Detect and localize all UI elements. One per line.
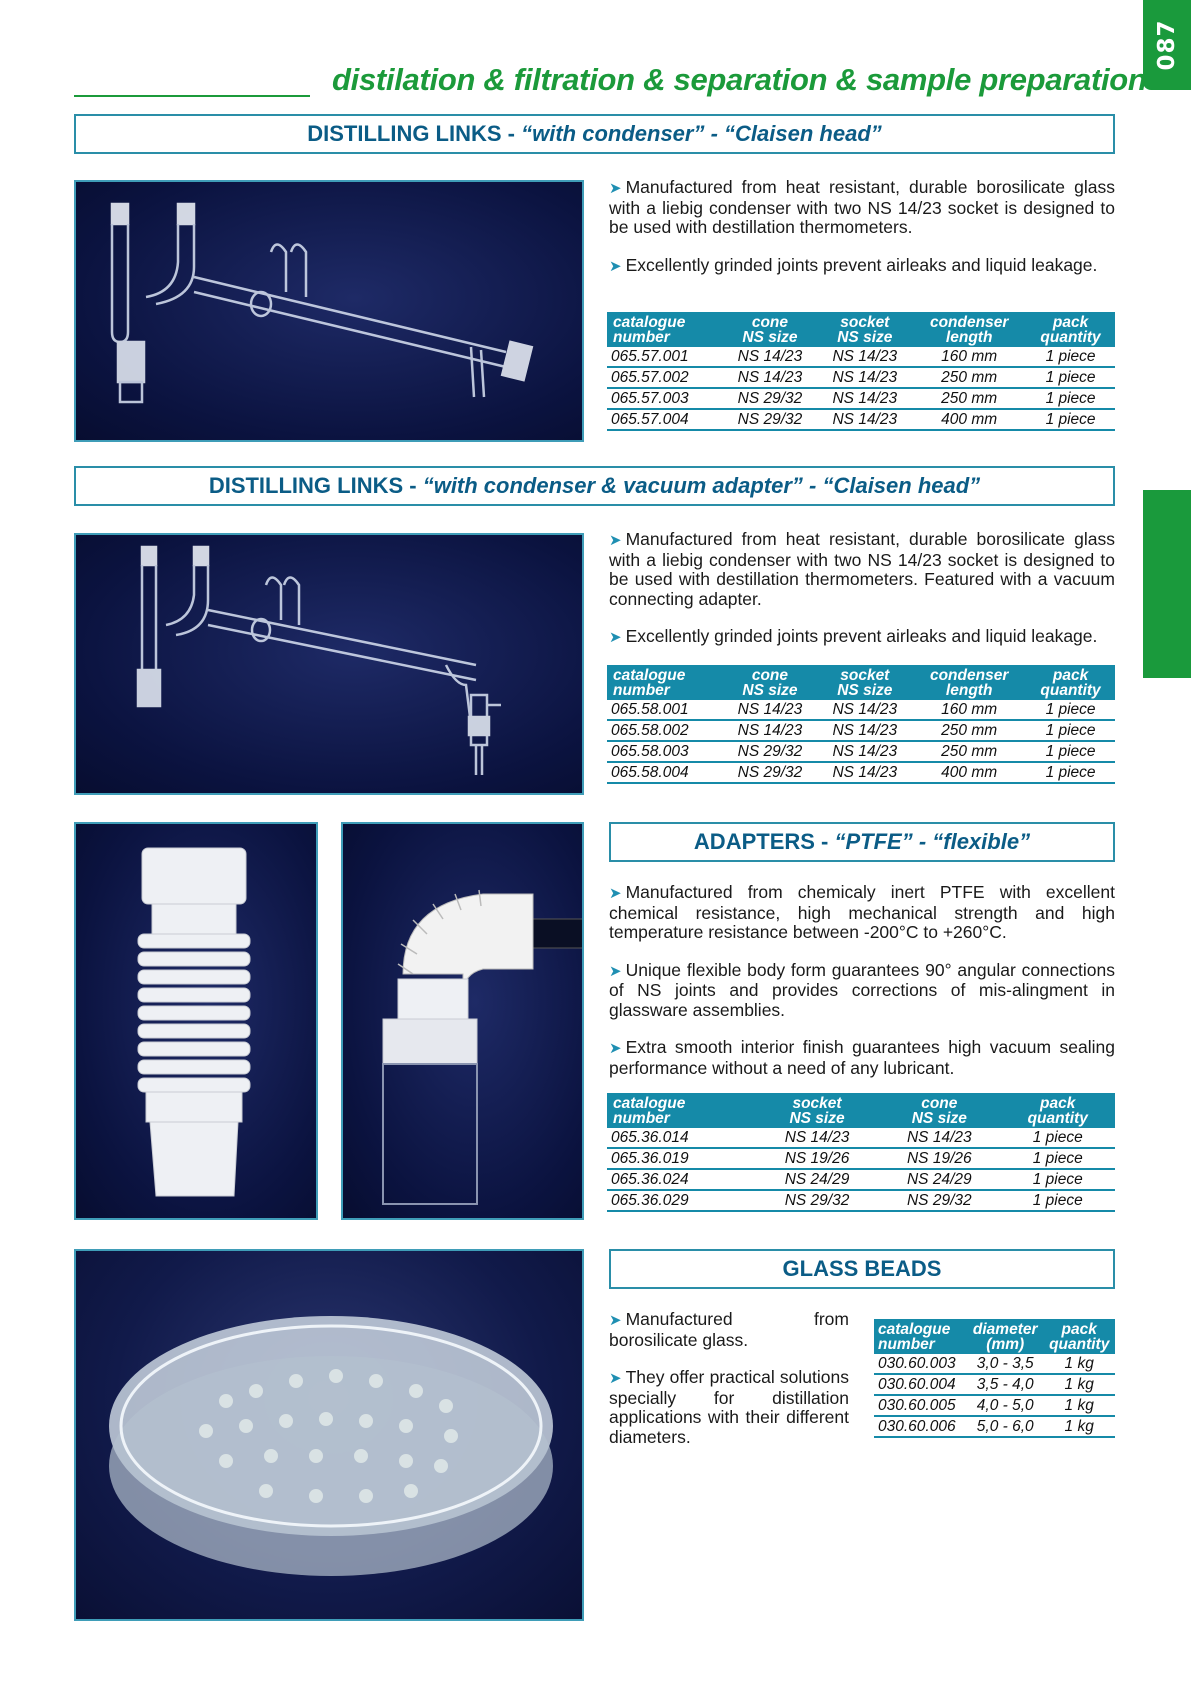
bullet-item: ➤ Extra smooth interior finish guarantees high vacuum sealing performance without a need of any lubricant. xyxy=(609,1037,1115,1078)
chevron-right-icon: ➤ xyxy=(609,1040,622,1057)
chevron-right-icon: ➤ xyxy=(609,962,622,980)
ptfe-adapter-bent-illustration xyxy=(343,824,584,1220)
page-number: 087 xyxy=(1154,19,1180,71)
table-row: 065.36.024 NS 24/29 NS 24/29 1 piece xyxy=(607,1169,1115,1190)
table-row: 065.58.004 NS 29/32 NS 14/23 400 mm 1 piece xyxy=(607,762,1115,783)
table-row: 030.60.003 3,0 - 3,5 1 kg xyxy=(874,1354,1115,1374)
description-glass-beads xyxy=(609,1310,849,1465)
table-row: 065.57.003 NS 29/32 NS 14/23 250 mm 1 piece xyxy=(607,388,1115,409)
table-row: 065.58.001 NS 14/23 NS 14/23 160 mm 1 piece xyxy=(607,700,1115,720)
table-row: 030.60.006 5,0 - 6,0 1 kg xyxy=(874,1416,1115,1437)
claisen-vacuum-illustration xyxy=(76,535,584,795)
product-photo-ptfe-adapter-bent xyxy=(341,822,584,1220)
description-claisen-condenser xyxy=(609,178,1115,294)
product-photo-glass-beads xyxy=(74,1249,584,1621)
header-rule xyxy=(74,95,310,97)
chapter-marker-bar xyxy=(1143,490,1191,678)
table-row: 065.57.004 NS 29/32 NS 14/23 400 mm 1 piece xyxy=(607,409,1115,430)
bullet-item: ➤ Excellently grinded joints prevent airleaks and liquid leakage. xyxy=(609,254,1098,275)
bullet-item: ➤ They offer practical solutions specially for distillation applications with their different diameters. xyxy=(609,1367,849,1447)
description-claisen-vacuum xyxy=(609,530,1115,666)
spec-table-claisen-vacuum xyxy=(607,665,1115,784)
table-row: 065.58.003 NS 29/32 NS 14/23 250 mm 1 piece xyxy=(607,741,1115,762)
bullet-item: ➤ Manufactured from heat resistant, durable borosilicate glass with a liebig condenser with two NS 14/23 socket is designed to be used with destillation thermometers. Featured with a vacuum connecting adapter. xyxy=(609,529,1115,609)
table-header-row: catalogue number diameter (mm) pack quantity xyxy=(874,1319,1115,1354)
table-row: 065.36.014 NS 14/23 NS 14/23 1 piece xyxy=(607,1128,1115,1148)
chevron-right-icon: ➤ xyxy=(609,885,622,902)
section-title-claisen-condenser: DISTILLING LINKS - “with condenser” - “Claisen head” xyxy=(74,114,1115,154)
description-adapters xyxy=(609,883,1115,1096)
chevron-right-icon: ➤ xyxy=(609,1312,622,1329)
table-header-row: catalogue number socket NS size cone NS size pack quantity xyxy=(607,1093,1115,1128)
ptfe-adapter-straight-illustration xyxy=(76,824,318,1220)
table-row: 065.58.002 NS 14/23 NS 14/23 250 mm 1 piece xyxy=(607,720,1115,741)
table-row: 030.60.005 4,0 - 5,0 1 kg xyxy=(874,1395,1115,1416)
table-header-row: catalogue number cone NS size socket NS size condenser length pack quantity xyxy=(607,312,1115,347)
chevron-right-icon: ➤ xyxy=(609,532,622,549)
spec-table-glass-beads xyxy=(874,1319,1115,1438)
page-header-title: distilation & filtration & separation & sample preparation xyxy=(332,62,1147,97)
bullet-item: ➤ Manufactured from chemicaly inert PTFE with excellent chemical resistance, high mechanical strength and high temperature resistance between -200°C to +260°C. xyxy=(609,882,1115,942)
claisen-condenser-illustration xyxy=(76,182,584,442)
table-row: 030.60.004 3,5 - 4,0 1 kg xyxy=(874,1374,1115,1395)
spec-table-adapters xyxy=(607,1093,1115,1212)
table-row: 065.36.019 NS 19/26 NS 19/26 1 piece xyxy=(607,1148,1115,1169)
section-title-adapters: ADAPTERS - “PTFE” - “flexible” xyxy=(609,822,1115,862)
bullet-item: ➤ Excellently grinded joints prevent airleaks and liquid leakage. xyxy=(609,626,1098,646)
chevron-right-icon: ➤ xyxy=(609,257,622,275)
table-row: 065.57.002 NS 14/23 NS 14/23 250 mm 1 piece xyxy=(607,367,1115,388)
chevron-right-icon: ➤ xyxy=(609,180,622,197)
product-photo-claisen-condenser xyxy=(74,180,584,442)
table-row: 065.57.001 NS 14/23 NS 14/23 160 mm 1 piece xyxy=(607,347,1115,367)
bullet-item: ➤ Manufactured from borosilicate glass. xyxy=(609,1309,849,1350)
chevron-right-icon: ➤ xyxy=(609,1370,622,1387)
product-photo-ptfe-adapter-straight xyxy=(74,822,318,1220)
table-header-row: catalogue number cone NS size socket NS size condenser length pack quantity xyxy=(607,665,1115,700)
table-row: 065.36.029 NS 29/32 NS 29/32 1 piece xyxy=(607,1190,1115,1211)
section-title-claisen-vacuum: DISTILLING LINKS - “with condenser & vacuum adapter” - “Claisen head” xyxy=(74,466,1115,506)
bullet-item: ➤ Manufactured from heat resistant, durable borosilicate glass with a liebig condenser with two NS 14/23 socket is designed to be used with destillation thermometers. xyxy=(609,177,1115,237)
chevron-right-icon: ➤ xyxy=(609,629,622,646)
page-number-tab xyxy=(1143,0,1191,90)
bullet-item: ➤ Unique flexible body form guarantees 90° angular connections of NS joints and provides corrections of mis-alingment in glassware assemblies. xyxy=(609,959,1115,1020)
spec-table-claisen-condenser xyxy=(607,312,1115,431)
product-photo-claisen-vacuum xyxy=(74,533,584,795)
section-title-glass-beads: GLASS BEADS xyxy=(609,1249,1115,1289)
glass-beads-illustration xyxy=(76,1251,584,1621)
